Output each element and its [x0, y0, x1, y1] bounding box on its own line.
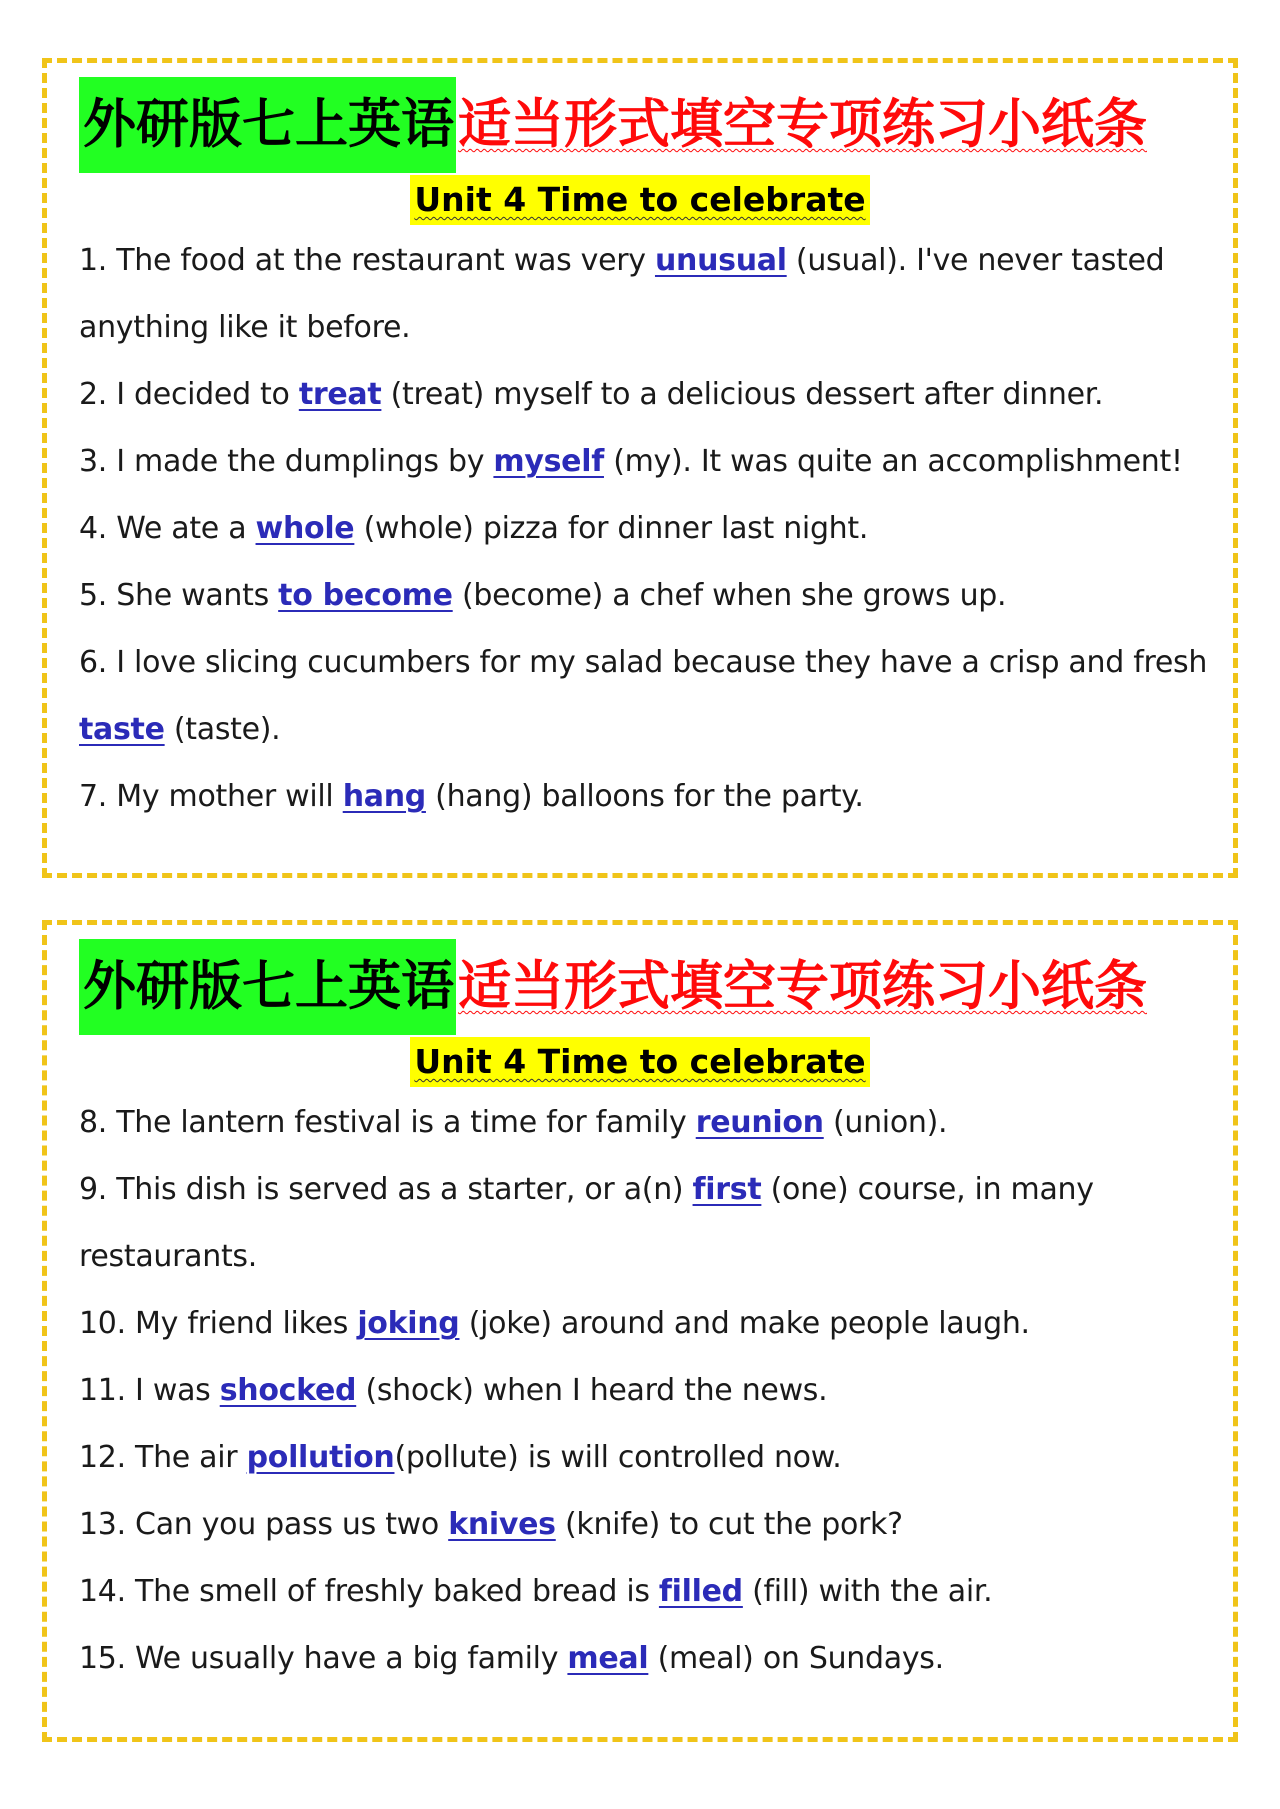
exercise-item: 6. I love slicing cucumbers for my salad because they have a crisp and fresh taste (taste). — [79, 645, 1208, 747]
card-title — [79, 939, 1233, 1035]
exercise-item: 8. The lantern festival is a time for family reunion (union). — [79, 1105, 948, 1140]
answer-word: hang — [342, 779, 426, 814]
exercise-card-1 — [42, 58, 1238, 878]
answer-word: joking — [357, 1306, 460, 1341]
exercise-list — [79, 1089, 1214, 1692]
exercise-item: 5. She wants to become (become) a chef when she grows up. — [79, 578, 1007, 613]
answer-word: myself — [493, 444, 604, 479]
answer-word: pollution — [246, 1440, 395, 1475]
exercise-list — [79, 227, 1214, 830]
answer-word: knives — [448, 1507, 556, 1542]
answer-word: whole — [255, 511, 355, 546]
answer-word: treat — [298, 377, 382, 412]
exercise-item: 7. My mother will hang (hang) balloons for the party. — [79, 779, 864, 814]
exercise-item: 15. We usually have a big family meal (meal) on Sundays. — [79, 1641, 944, 1676]
exercise-item: 2. I decided to treat (treat) myself to a delicious dessert after dinner. — [79, 377, 1104, 412]
exercise-item: 1. The food at the restaurant was very unusual (usual). I've never tasted anything like it before. — [79, 243, 1165, 345]
answer-word: filled — [658, 1574, 743, 1609]
title-highlight-green: 外研版七上英语 — [79, 939, 456, 1035]
answer-word: shocked — [219, 1373, 357, 1408]
exercise-item: 14. The smell of freshly baked bread is filled (fill) with the air. — [79, 1574, 993, 1609]
exercise-card-2 — [42, 920, 1238, 1742]
exercise-item: 3. I made the dumplings by myself (my). It was quite an accomplishment! — [79, 444, 1183, 479]
exercise-item: 9. This dish is served as a starter, or a(n) first (one) course, in many restaurants. — [79, 1172, 1094, 1274]
answer-word: meal — [567, 1641, 649, 1676]
title-red-text: 适当形式填空专项练习小纸条 — [458, 94, 1147, 155]
answer-word: taste — [79, 712, 165, 747]
exercise-item: 10. My friend likes joking (joke) around and make people laugh. — [79, 1306, 1030, 1341]
card-title — [79, 77, 1233, 173]
exercise-item: 13. Can you pass us two knives (knife) to cut the pork? — [79, 1507, 903, 1542]
exercise-item: 12. The air pollution(pollute) is will controlled now. — [79, 1440, 842, 1475]
unit-subtitle: Unit 4 Time to celebrate — [410, 1037, 869, 1087]
answer-word: to become — [278, 578, 453, 613]
answer-word: first — [692, 1172, 762, 1207]
exercise-item: 11. I was shocked (shock) when I heard the news. — [79, 1373, 828, 1408]
answer-word: unusual — [654, 243, 787, 278]
exercise-item: 4. We ate a whole (whole) pizza for dinner last night. — [79, 511, 869, 546]
title-highlight-green: 外研版七上英语 — [79, 77, 456, 173]
unit-subtitle: Unit 4 Time to celebrate — [410, 175, 869, 225]
title-red-text: 适当形式填空专项练习小纸条 — [458, 956, 1147, 1017]
answer-word: reunion — [695, 1105, 824, 1140]
